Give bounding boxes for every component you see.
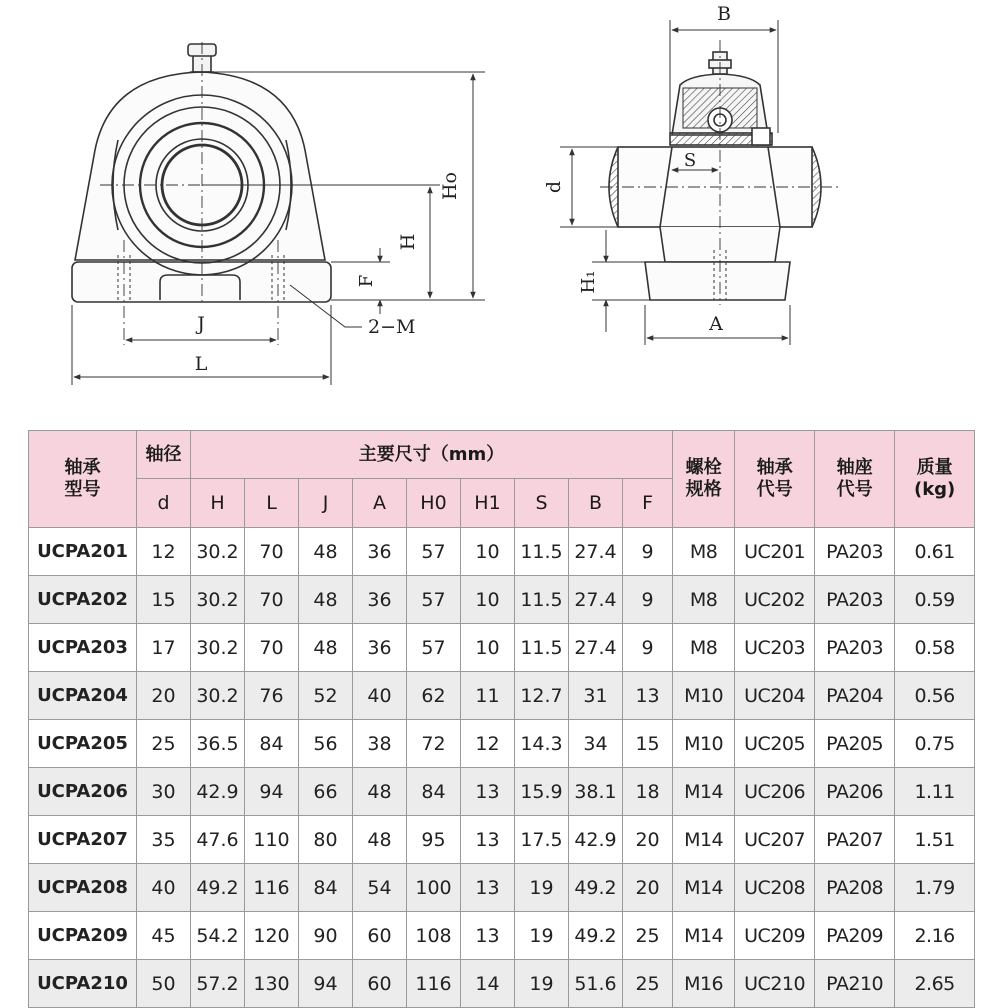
cell-f: 18 (623, 768, 673, 816)
dim-label-b: B (717, 3, 731, 25)
cell-h1: 10 (461, 576, 515, 624)
cell-h: 47.6 (191, 816, 245, 864)
cell-s: 11.5 (515, 528, 569, 576)
cell-f: 9 (623, 624, 673, 672)
subheader-s: S (515, 479, 569, 528)
cell-bolt: M14 (673, 864, 735, 912)
header-housing-code-line1: 轴座 (836, 457, 873, 478)
cell-mass: 2.65 (895, 960, 975, 1008)
cell-h: 30.2 (191, 672, 245, 720)
subheader-b: B (569, 479, 623, 528)
cell-b: 34 (569, 720, 623, 768)
cell-f: 9 (623, 528, 673, 576)
header-bolt-line1: 螺栓 (685, 457, 722, 478)
cell-s: 12.7 (515, 672, 569, 720)
dim-label-a: A (709, 313, 723, 335)
cell-housing-code: PA203 (815, 624, 895, 672)
cell-b: 49.2 (569, 912, 623, 960)
dim-label-j: J (197, 313, 205, 335)
cell-d: 45 (137, 912, 191, 960)
header-bolt (673, 431, 735, 528)
table-row (29, 816, 975, 864)
cell-d: 15 (137, 576, 191, 624)
cell-s: 14.3 (515, 720, 569, 768)
cell-d: 12 (137, 528, 191, 576)
cell-bolt: M8 (673, 624, 735, 672)
cell-h: 57.2 (191, 960, 245, 1008)
cell-mass: 1.79 (895, 864, 975, 912)
cell-mass: 0.58 (895, 624, 975, 672)
cell-s: 19 (515, 864, 569, 912)
cell-a: 48 (353, 768, 407, 816)
cell-b: 38.1 (569, 768, 623, 816)
cell-s: 11.5 (515, 576, 569, 624)
cell-bearing-code: UC207 (735, 816, 815, 864)
cell-b: 27.4 (569, 528, 623, 576)
cell-l: 94 (245, 768, 299, 816)
cell-bolt: M10 (673, 720, 735, 768)
cell-a: 36 (353, 528, 407, 576)
cell-h0: 100 (407, 864, 461, 912)
cell-h: 42.9 (191, 768, 245, 816)
table-row (29, 672, 975, 720)
cell-model: UCPA210 (29, 960, 137, 1008)
cell-j: 48 (299, 528, 353, 576)
subheader-l: L (245, 479, 299, 528)
cell-bearing-code: UC205 (735, 720, 815, 768)
cell-model: UCPA206 (29, 768, 137, 816)
cell-bolt: M16 (673, 960, 735, 1008)
cell-b: 27.4 (569, 624, 623, 672)
cell-mass: 1.11 (895, 768, 975, 816)
spec-table (28, 430, 975, 1008)
cell-bearing-code: UC201 (735, 528, 815, 576)
cell-a: 54 (353, 864, 407, 912)
cell-model: UCPA204 (29, 672, 137, 720)
table-body (29, 528, 975, 1008)
table-row (29, 624, 975, 672)
side-view (600, 40, 840, 305)
cell-l: 116 (245, 864, 299, 912)
cell-f: 13 (623, 672, 673, 720)
cell-h1: 13 (461, 768, 515, 816)
table-row (29, 720, 975, 768)
header-bearing-code (735, 431, 815, 528)
cell-f: 9 (623, 576, 673, 624)
cell-housing-code: PA204 (815, 672, 895, 720)
cell-f: 20 (623, 816, 673, 864)
cell-j: 94 (299, 960, 353, 1008)
cell-h0: 62 (407, 672, 461, 720)
cell-l: 70 (245, 528, 299, 576)
cell-b: 49.2 (569, 864, 623, 912)
header-bearing-code-line2: 代号 (756, 479, 793, 500)
cell-model: UCPA209 (29, 912, 137, 960)
cell-l: 110 (245, 816, 299, 864)
cell-housing-code: PA203 (815, 576, 895, 624)
cell-h: 30.2 (191, 528, 245, 576)
dim-label-ho: Ho (439, 171, 461, 201)
cell-housing-code: PA206 (815, 768, 895, 816)
header-housing-code (815, 431, 895, 528)
cell-d: 50 (137, 960, 191, 1008)
cell-h0: 108 (407, 912, 461, 960)
cell-bearing-code: UC210 (735, 960, 815, 1008)
cell-bearing-code: UC204 (735, 672, 815, 720)
cell-model: UCPA203 (29, 624, 137, 672)
cell-j: 66 (299, 768, 353, 816)
header-bearing-code-line1: 轴承 (756, 457, 793, 478)
cell-a: 48 (353, 816, 407, 864)
cell-housing-code: PA210 (815, 960, 895, 1008)
cell-l: 120 (245, 912, 299, 960)
subheader-d: d (137, 479, 191, 528)
cell-bolt: M14 (673, 768, 735, 816)
cell-mass: 0.59 (895, 576, 975, 624)
cell-bearing-code: UC208 (735, 864, 815, 912)
cell-f: 25 (623, 912, 673, 960)
cell-h1: 10 (461, 528, 515, 576)
cell-housing-code: PA207 (815, 816, 895, 864)
dim-label-l: L (194, 353, 208, 375)
cell-model: UCPA202 (29, 576, 137, 624)
cell-j: 48 (299, 576, 353, 624)
cell-a: 60 (353, 912, 407, 960)
table-row (29, 576, 975, 624)
cell-h0: 95 (407, 816, 461, 864)
cell-model: UCPA205 (29, 720, 137, 768)
cell-l: 130 (245, 960, 299, 1008)
cell-j: 56 (299, 720, 353, 768)
header-model-line1: 轴承 (64, 457, 101, 478)
subheader-h1: H1 (461, 479, 515, 528)
cell-bearing-code: UC209 (735, 912, 815, 960)
cell-bearing-code: UC203 (735, 624, 815, 672)
cell-h: 30.2 (191, 624, 245, 672)
cell-bolt: M14 (673, 816, 735, 864)
cell-d: 30 (137, 768, 191, 816)
cell-h: 49.2 (191, 864, 245, 912)
cell-h1: 13 (461, 864, 515, 912)
cell-a: 60 (353, 960, 407, 1008)
header-model-line2: 型号 (64, 479, 101, 500)
cell-b: 51.6 (569, 960, 623, 1008)
subheader-f: F (623, 479, 673, 528)
front-view (72, 42, 331, 345)
cell-housing-code: PA203 (815, 528, 895, 576)
dim-label-f: F (356, 274, 377, 288)
cell-j: 48 (299, 624, 353, 672)
cell-housing-code: PA205 (815, 720, 895, 768)
cell-j: 52 (299, 672, 353, 720)
cell-bearing-code: UC206 (735, 768, 815, 816)
cell-b: 27.4 (569, 576, 623, 624)
cell-f: 25 (623, 960, 673, 1008)
cell-model: UCPA208 (29, 864, 137, 912)
cell-l: 84 (245, 720, 299, 768)
cell-b: 42.9 (569, 816, 623, 864)
cell-d: 20 (137, 672, 191, 720)
cell-a: 38 (353, 720, 407, 768)
cell-s: 19 (515, 912, 569, 960)
header-model (29, 431, 137, 528)
cell-h1: 14 (461, 960, 515, 1008)
table-row (29, 912, 975, 960)
cell-s: 15.9 (515, 768, 569, 816)
cell-bearing-code: UC202 (735, 576, 815, 624)
cell-housing-code: PA208 (815, 864, 895, 912)
cell-bolt: M14 (673, 912, 735, 960)
cell-bolt: M10 (673, 672, 735, 720)
header-shaft-dia: 轴径 (137, 431, 191, 479)
technical-drawing (0, 0, 1000, 420)
cell-mass: 0.56 (895, 672, 975, 720)
header-mass-line1: 质量 (916, 457, 953, 478)
header-housing-code-line2: 代号 (836, 479, 873, 500)
cell-h0: 57 (407, 624, 461, 672)
table-row (29, 864, 975, 912)
cell-a: 36 (353, 624, 407, 672)
cell-bolt: M8 (673, 528, 735, 576)
cell-h1: 13 (461, 816, 515, 864)
table-row (29, 768, 975, 816)
header-mass (895, 431, 975, 528)
cell-j: 80 (299, 816, 353, 864)
cell-a: 40 (353, 672, 407, 720)
table-row (29, 960, 975, 1008)
cell-mass: 1.51 (895, 816, 975, 864)
cell-j: 90 (299, 912, 353, 960)
cell-l: 70 (245, 576, 299, 624)
cell-f: 20 (623, 864, 673, 912)
dim-label-2m: 2−M (368, 316, 416, 338)
cell-h: 30.2 (191, 576, 245, 624)
cell-mass: 2.16 (895, 912, 975, 960)
cell-f: 15 (623, 720, 673, 768)
subheader-h0: H0 (407, 479, 461, 528)
subheader-h: H (191, 479, 245, 528)
cell-model: UCPA201 (29, 528, 137, 576)
dim-label-s: S (683, 150, 697, 171)
cell-h0: 57 (407, 528, 461, 576)
cell-l: 70 (245, 624, 299, 672)
cell-h0: 116 (407, 960, 461, 1008)
cell-d: 25 (137, 720, 191, 768)
cell-h: 36.5 (191, 720, 245, 768)
cell-h1: 10 (461, 624, 515, 672)
cell-mass: 0.75 (895, 720, 975, 768)
cell-j: 84 (299, 864, 353, 912)
cell-h0: 84 (407, 768, 461, 816)
dim-label-h: H (397, 233, 419, 251)
cell-b: 31 (569, 672, 623, 720)
cell-h: 54.2 (191, 912, 245, 960)
cell-l: 76 (245, 672, 299, 720)
header-mass-line2: (kg) (913, 479, 956, 500)
cell-h0: 72 (407, 720, 461, 768)
dim-label-h1: H₁ (578, 270, 599, 294)
subheader-a: A (353, 479, 407, 528)
table-header (29, 431, 975, 528)
cell-h0: 57 (407, 576, 461, 624)
dim-label-d: d (543, 180, 565, 194)
table-row (29, 528, 975, 576)
cell-d: 17 (137, 624, 191, 672)
cell-model: UCPA207 (29, 816, 137, 864)
cell-h1: 11 (461, 672, 515, 720)
cell-h1: 13 (461, 912, 515, 960)
header-main-dims: 主要尺寸（mm） (191, 431, 673, 479)
cell-d: 40 (137, 864, 191, 912)
cell-s: 19 (515, 960, 569, 1008)
cell-s: 17.5 (515, 816, 569, 864)
header-bolt-line2: 规格 (685, 479, 722, 500)
cell-mass: 0.61 (895, 528, 975, 576)
cell-housing-code: PA209 (815, 912, 895, 960)
cell-a: 36 (353, 576, 407, 624)
subheader-j: J (299, 479, 353, 528)
cell-h1: 12 (461, 720, 515, 768)
cell-s: 11.5 (515, 624, 569, 672)
cell-bolt: M8 (673, 576, 735, 624)
cell-d: 35 (137, 816, 191, 864)
